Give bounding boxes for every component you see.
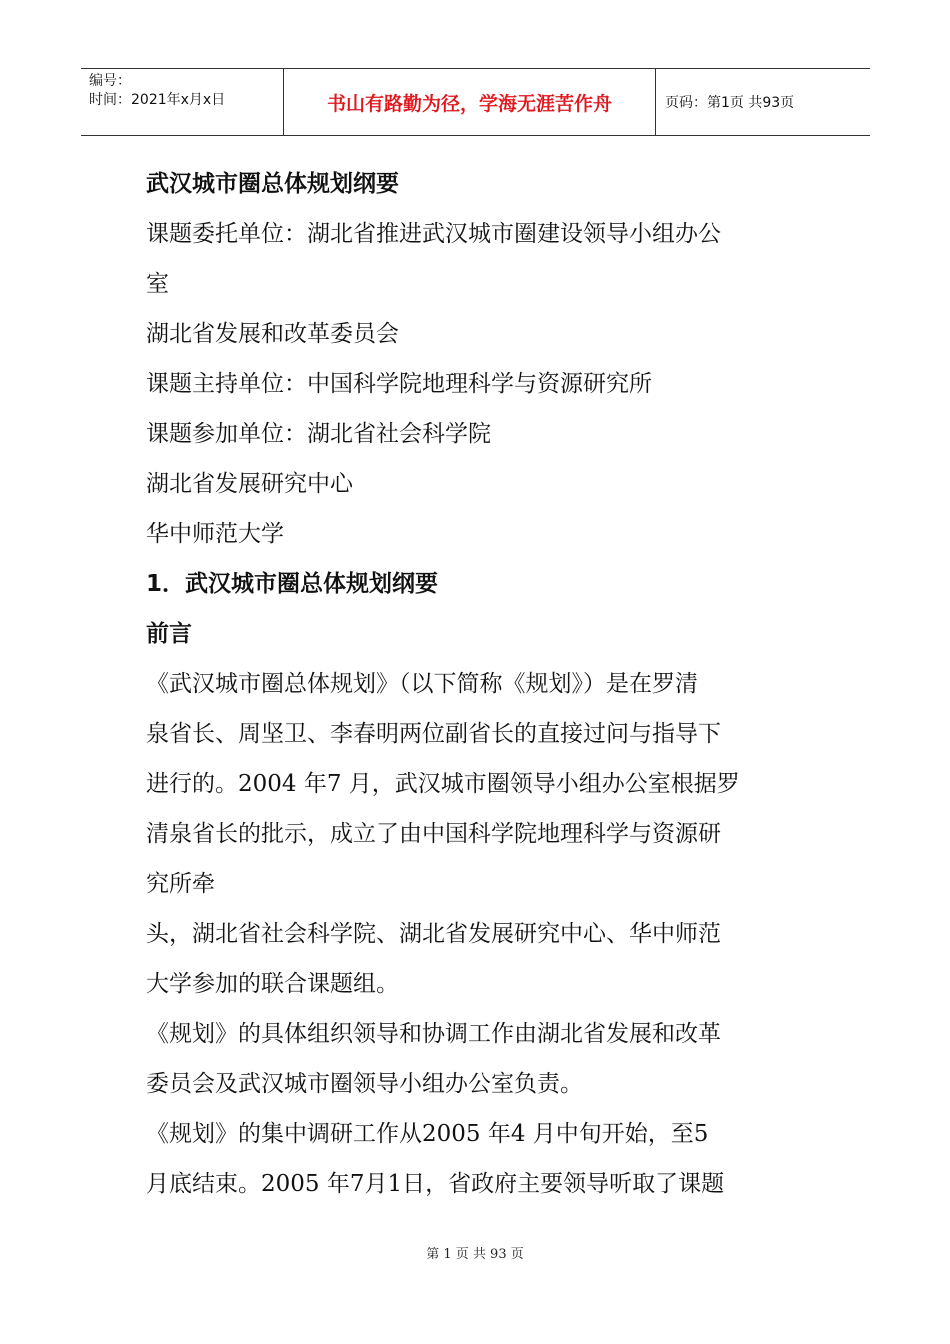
paragraph-line: 月底结束。2005 年7月1日，省政府主要领导听取了课题 <box>146 1171 725 1197</box>
header-left-cell <box>81 69 283 135</box>
paragraph-line: 头，湖北省社会科学院、湖北省发展研究中心、华中师范 <box>146 921 721 947</box>
paragraph-line: 《武汉城市圈总体规划》（以下简称《规划》）是在罗清 <box>146 671 698 697</box>
document-title: 武汉城市圈总体规划纲要 <box>146 171 399 197</box>
header-right-cell <box>656 69 870 135</box>
serial-number-label: 编号： <box>89 73 131 89</box>
paragraph-line: 《规划》的集中调研工作从2005 年4 月中旬开始，至5 <box>146 1121 709 1147</box>
date-label: 时间：2021年x月x日 <box>89 92 226 108</box>
paragraph-line: 究所牵 <box>146 871 215 897</box>
header-motto: 书山有路勤为径，学海无涯苦作舟 <box>326 93 612 115</box>
paragraph-line: 课题委托单位：湖北省推进武汉城市圈建设领导小组办公 <box>146 221 721 247</box>
paragraph-line: 课题主持单位：中国科学院地理科学与资源研究所 <box>146 371 652 397</box>
paragraph-line: 课题参加单位：湖北省社会科学院 <box>146 421 491 447</box>
paragraph-line: 湖北省发展研究中心 <box>146 471 353 497</box>
header-page-info: 页码：第1页 共93页 <box>665 95 795 111</box>
paragraph-line: 室 <box>146 271 169 297</box>
paragraph-line: 泉省长、周坚卫、李春明两位副省长的直接过问与指导下 <box>146 721 721 747</box>
page-footer: 第 1 页 共 93 页 <box>426 1247 524 1262</box>
paragraph-line: 《规划》的具体组织领导和协调工作由湖北省发展和改革 <box>146 1021 721 1047</box>
paragraph-line: 委员会及武汉城市圈领导小组办公室负责。 <box>146 1071 583 1097</box>
section-heading: 1．武汉城市圈总体规划纲要 <box>146 571 439 597</box>
paragraph-line: 湖北省发展和改革委员会 <box>146 321 399 347</box>
paragraph-line: 华中师范大学 <box>146 521 284 547</box>
preface-heading: 前言 <box>146 621 192 647</box>
paragraph-line: 大学参加的联合课题组。 <box>146 971 399 997</box>
header-middle-cell <box>283 69 656 135</box>
paragraph-line: 进行的。2004 年7 月，武汉城市圈领导小组办公室根据罗 <box>146 771 740 797</box>
document-body <box>146 159 816 1209</box>
page-header <box>81 68 870 136</box>
paragraph-line: 清泉省长的批示，成立了由中国科学院地理科学与资源研 <box>146 821 721 847</box>
